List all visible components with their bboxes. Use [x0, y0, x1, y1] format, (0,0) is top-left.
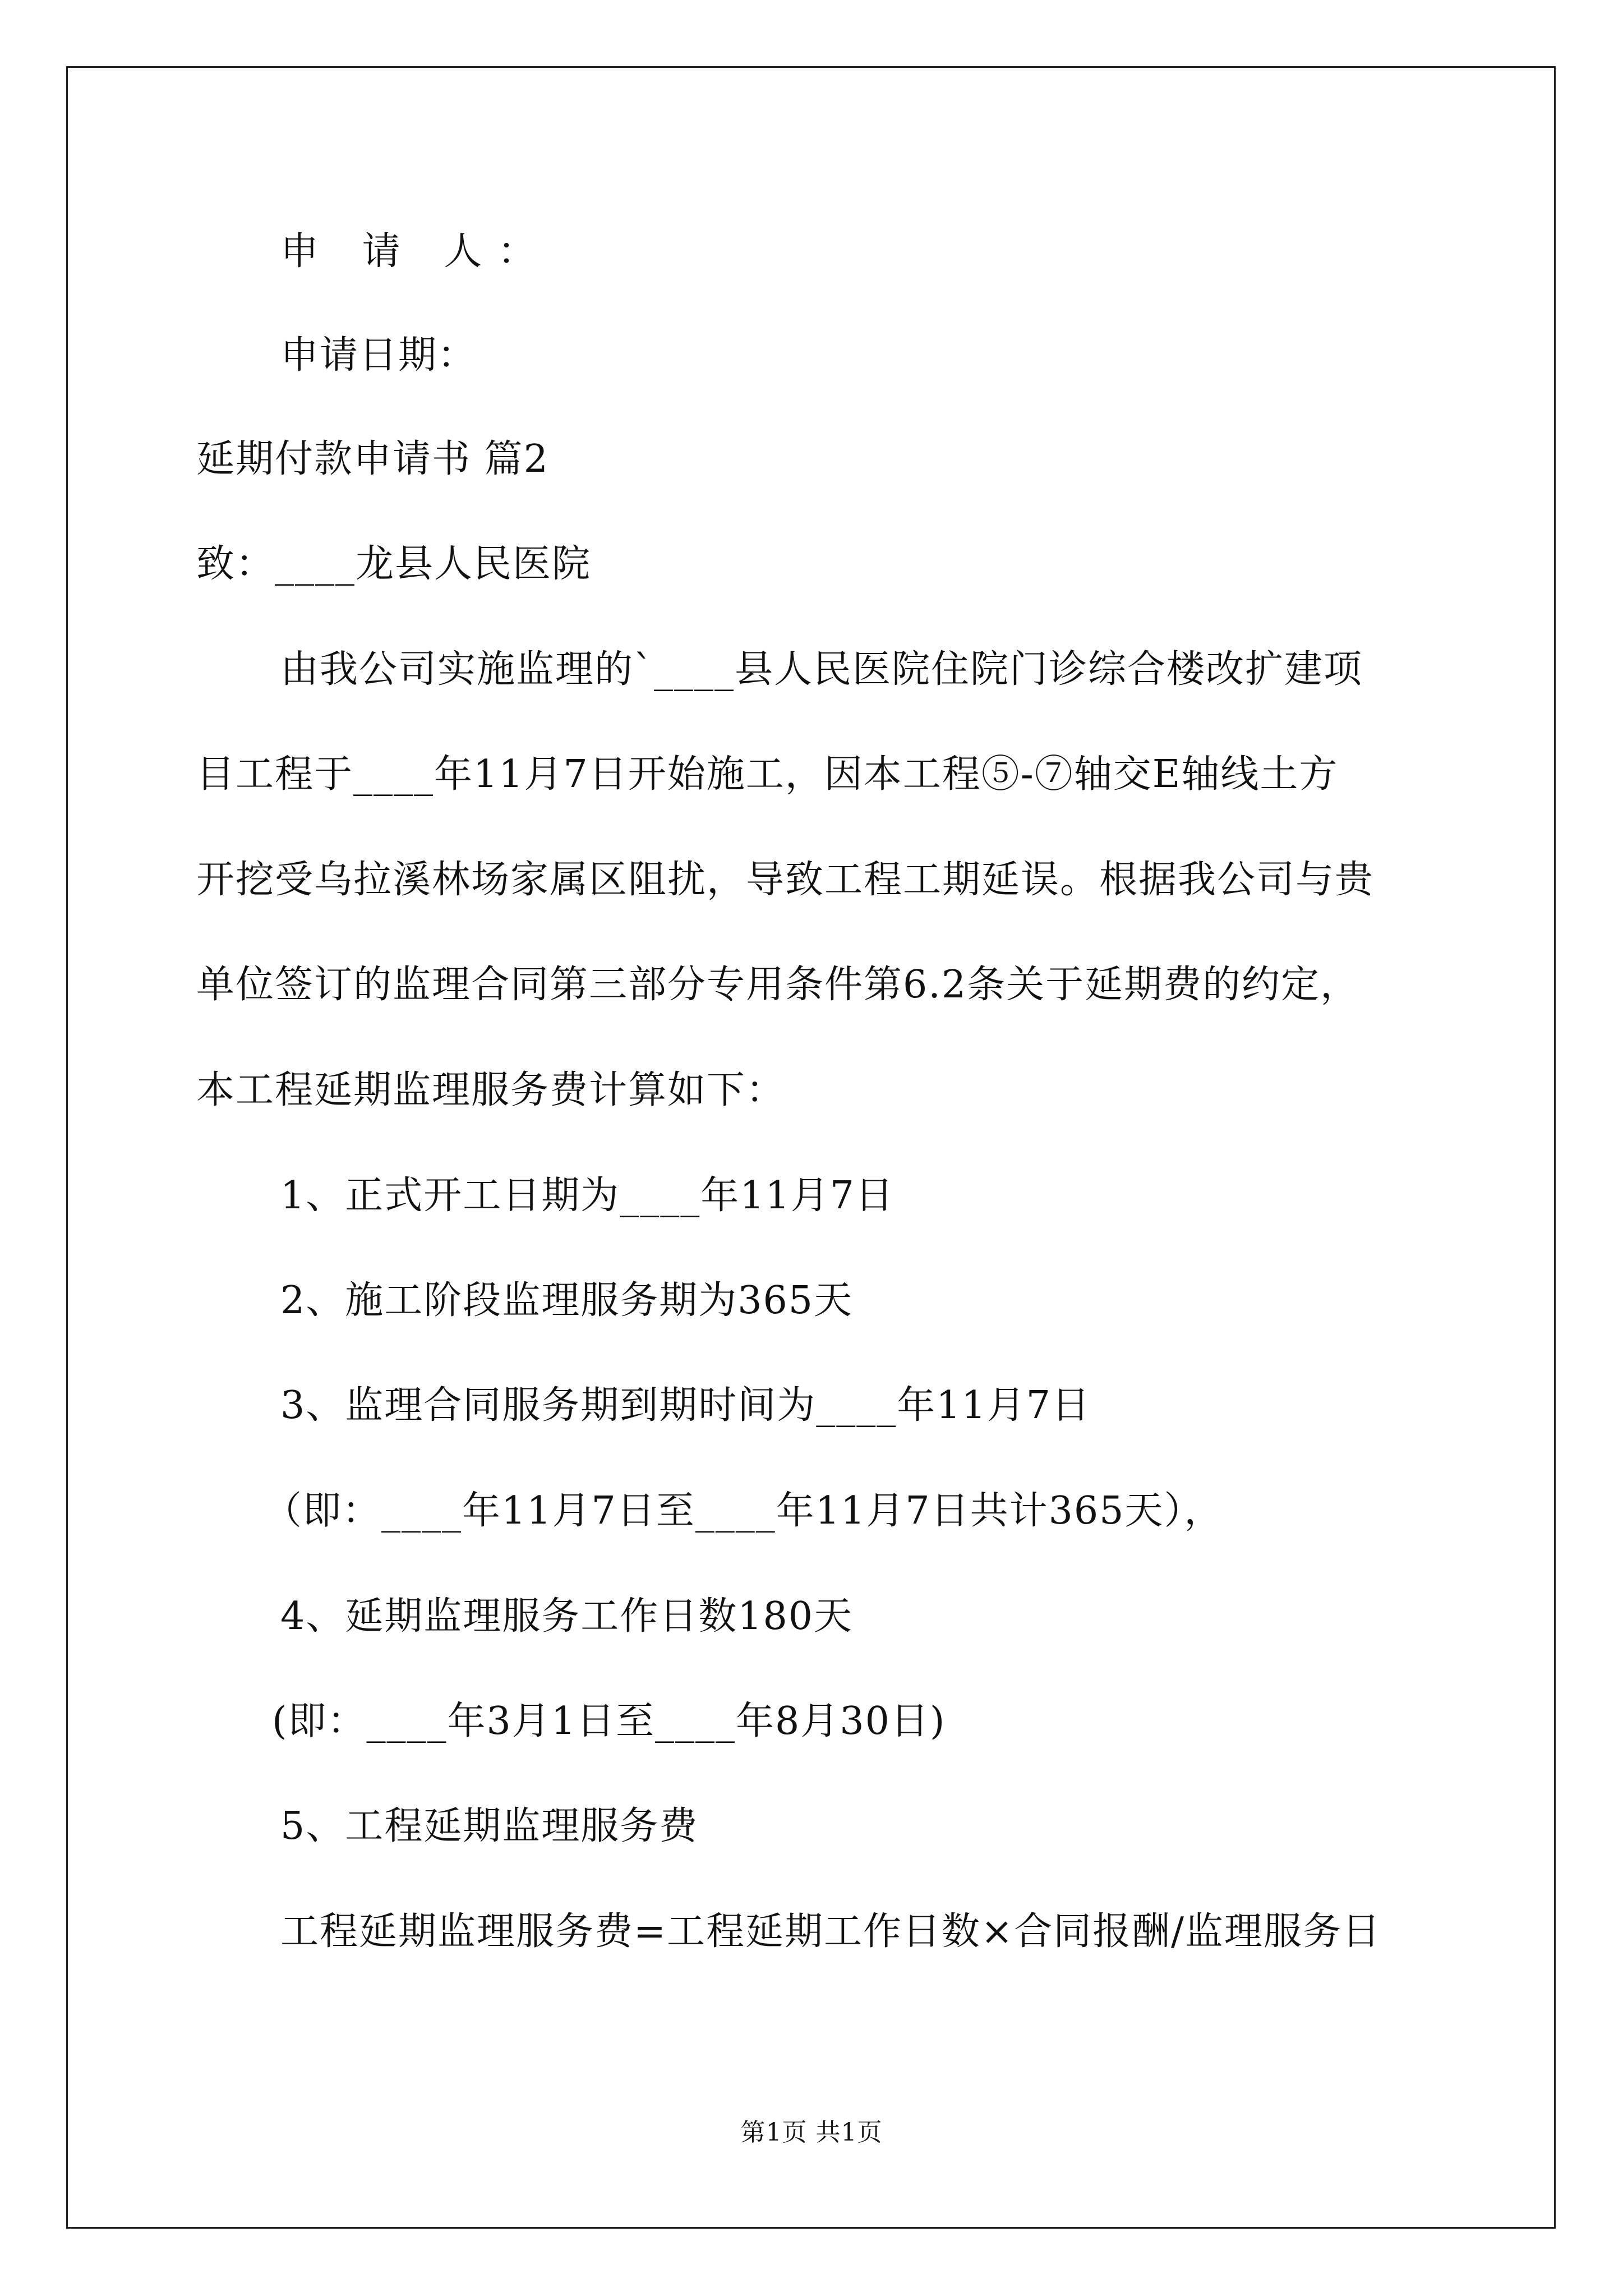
list-item-2: 2、施工阶段监理服务期为365天 — [280, 1278, 854, 1323]
body-paragraph-line-5: 本工程延期监理服务费计算如下： — [196, 1068, 786, 1112]
body-paragraph-line-4: 单位签订的监理合同第三部分专用条件第6.2条关于延期费的约定， — [196, 963, 1360, 1007]
body-paragraph-line-2: 目工程于____年11月7日开始施工，因本工程⑤-⑦轴交E轴线土方 — [196, 752, 1339, 797]
applicant-label: 申 请 人： — [280, 229, 552, 274]
body-paragraph-line-1: 由我公司实施监理的`____县人民医院住院门诊综合楼改扩建项 — [280, 647, 1363, 692]
list-item-4-detail: (即：____年3月1日至____年8月30日) — [272, 1699, 946, 1743]
page-number-footer: 第1页 共1页 — [740, 2118, 883, 2147]
list-item-3: 3、监理合同服务期到期时间为____年11月7日 — [280, 1383, 1091, 1428]
application-date-label: 申请日期： — [280, 333, 477, 378]
list-item-3-detail: （即：____年11月7日至____年11月7日共计365天）， — [264, 1489, 1224, 1533]
list-item-4: 4、延期监理服务工作日数180天 — [280, 1594, 854, 1639]
list-item-1: 1、正式开工日期为____年11月7日 — [280, 1174, 895, 1218]
recipient-line: 致：____龙县人民医院 — [196, 542, 592, 586]
formula-line: 工程延期监理服务费=工程延期工作日数×合同报酬/监理服务日 — [280, 1910, 1381, 1954]
body-paragraph-line-3: 开挖受乌拉溪林场家属区阻扰，导致工程工期延误。根据我公司与贵 — [196, 858, 1375, 902]
page-border — [66, 66, 1556, 2229]
section-heading: 延期付款申请书 篇2 — [196, 437, 549, 481]
list-item-5: 5、工程延期监理服务费 — [280, 1804, 699, 1848]
